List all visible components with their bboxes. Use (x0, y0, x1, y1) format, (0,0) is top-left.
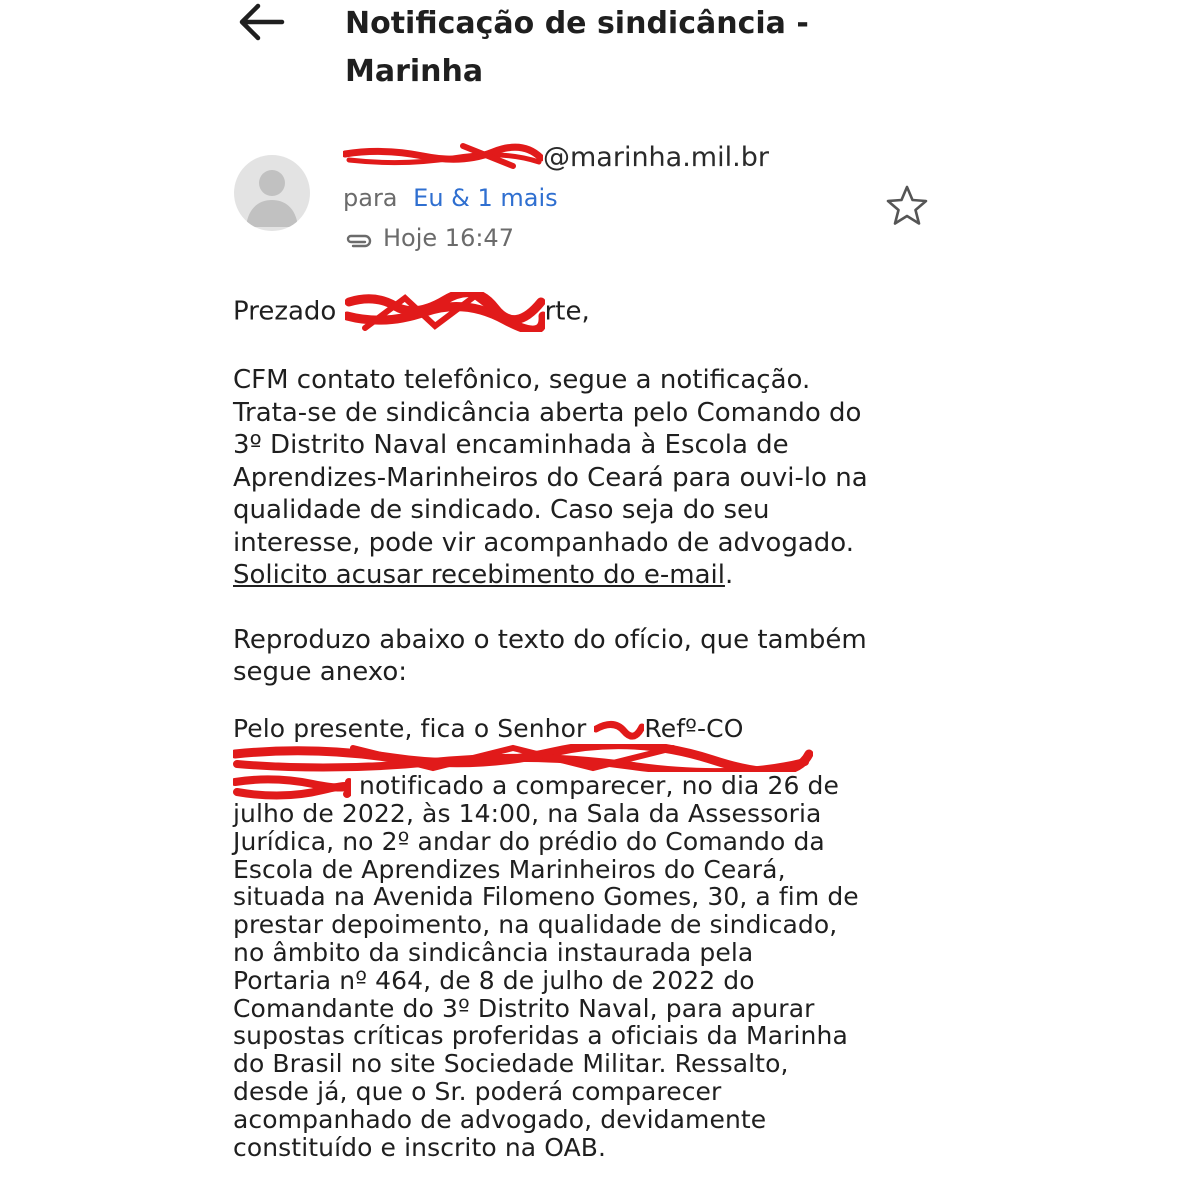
oficio-text (233, 715, 943, 1161)
greeting (233, 292, 933, 332)
paragraph-2 (233, 624, 933, 689)
oficio-line: Escola de Aprendizes Marinheiros do Ceará, (233, 854, 786, 884)
oficio-paragraph (233, 715, 943, 1161)
oficio-line: Portaria nº 464, de 8 de julho de 2022 do (233, 965, 755, 995)
email-time: Hoje 16:47 (383, 224, 514, 252)
back-button[interactable] (234, 2, 286, 42)
oficio-line: Comandante do 3º Distrito Naval, para apurar (233, 993, 815, 1023)
oficio-line: acompanhado de advogado, devidamente (233, 1104, 767, 1134)
email-body (233, 292, 933, 689)
oficio-line: situada na Avenida Filomeno Gomes, 30, a fim de (233, 882, 859, 912)
redaction-mark (594, 717, 644, 743)
recipients-link[interactable]: Eu & 1 mais (413, 184, 558, 212)
sender-email[interactable] (343, 140, 769, 175)
oficio-line: prestar depoimento, na qualidade de sindicado, (233, 910, 838, 940)
redaction-mark (233, 744, 813, 772)
oficio-line: no âmbito da sindicância instaurada pela (233, 937, 754, 967)
paperclip-icon (343, 232, 375, 250)
oficio-line: constituído e inscrito na OAB. (233, 1132, 607, 1162)
oficio-line: supostas críticas proferidas a oficiais da Marinha (233, 1021, 848, 1051)
subject-line-2: Marinha (345, 54, 484, 89)
p1-line: 3º Distrito Naval encaminhada à Escola de (233, 430, 789, 460)
redaction-mark (345, 292, 545, 332)
p2-line: segue anexo: (233, 657, 407, 687)
star-outline-icon (884, 184, 930, 226)
request-acknowledgement: Solicito acusar recebimento do e-mail (233, 560, 725, 590)
paragraph-1 (233, 364, 933, 592)
request-period: . (724, 560, 734, 590)
time-row (343, 222, 514, 254)
p1-line: CFM contato telefônico, segue a notificação. (233, 365, 811, 395)
p2-line: Reproduzo abaixo o texto do ofício, que também (233, 624, 867, 655)
oficio-line: do Brasil no site Sociedade Militar. Ressalto, (233, 1049, 789, 1079)
oficio-line: Jurídica, no 2º andar do prédio do Comando da (233, 826, 825, 856)
oficio-line1-prefix: Pelo presente, fica o Senhor (233, 714, 587, 743)
p1-line: Trata-se de sindicância aberta pelo Comando do (233, 397, 862, 428)
person-icon (234, 155, 310, 231)
oficio-line1-suffix: Refº-CO (644, 714, 744, 743)
recipients-label: para (343, 184, 398, 212)
redaction-mark (343, 140, 543, 174)
p1-line: qualidade de sindicado. Caso seja do seu (233, 495, 770, 525)
sender-avatar[interactable] (234, 155, 310, 231)
oficio-line: julho de 2022, às 14:00, na Sala da Assessoria (233, 799, 822, 828)
oficio-line: desde já, que o Sr. poderá comparecer (233, 1076, 722, 1106)
p1-line: interesse, pode vir acompanhado de advogado. (233, 527, 854, 558)
arrow-left-icon (234, 2, 286, 42)
sender-email-domain: @marinha.mil.br (543, 142, 769, 173)
email-subject (345, 0, 865, 96)
star-button[interactable] (884, 184, 930, 226)
greeting-suffix: rte, (544, 296, 590, 327)
greeting-prefix: Prezado (233, 296, 337, 327)
p1-line: Aprendizes-Marinheiros do Ceará para ouvi-lo na (233, 462, 868, 493)
subject-line-1: Notificação de sindicância - (345, 6, 809, 41)
recipients-row (343, 182, 558, 214)
oficio-line3-suffix: notificado a comparecer, no dia 26 de (359, 771, 839, 800)
redaction-mark (233, 774, 351, 800)
